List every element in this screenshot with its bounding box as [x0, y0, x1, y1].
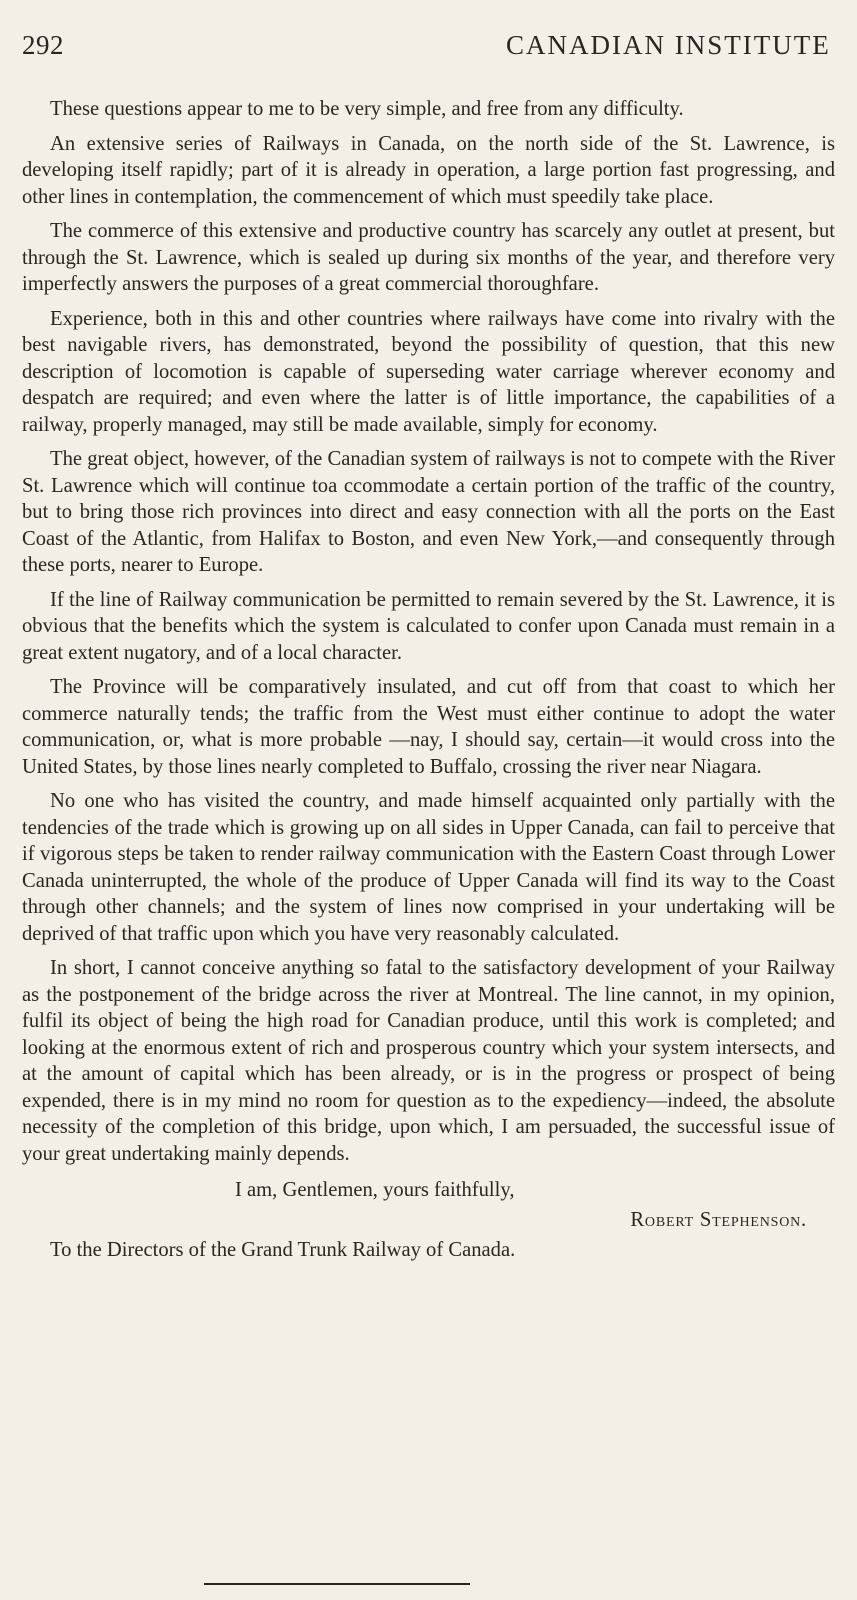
- addressee: To the Directors of the Grand Trunk Railway of Canada.: [50, 1239, 516, 1261]
- section-divider: [204, 1583, 470, 1585]
- signature: Robert Stephenson.: [630, 1209, 807, 1231]
- paragraph: In short, I cannot conceive anything so fatal to the satisfactory development of your Railway as the postponement of the bridge across the river at Montreal. The line cannot, in my opinion, fulfil its object of being the high road for Canadian produce, until this work is completed; and looking at the enormous extent of rich and prosperous country which your system intersects, and at the amount of capital which has been already, or is in the progress or prospect of being expended, there is in my mind no room for question as to the expediency—indeed, the absolute necessity of the completion of this bridge, upon which, I am persuaded, the successful issue of your great undertaking mainly depends.: [22, 957, 835, 1165]
- page-number: 292: [22, 30, 64, 60]
- paragraph: These questions appear to me to be very simple, and free from any difficulty.: [50, 98, 684, 120]
- letter-closing: [22, 1175, 835, 1265]
- paragraph: The Province will be comparatively insulated, and cut off from that coast to which her commerce naturally tends; the traffic from the West must either continue to adopt the water communication, or, what is more probable —nay, I should say, certain—it would cross into the United States, by those lines nearly completed to Buffalo, crossing the river near Niagara.: [22, 676, 835, 778]
- paragraph: An extensive series of Railways in Canada, on the north side of the St. Lawrence, is developing itself rapidly; part of it is already in operation, a large portion fast progressing, and other lines in contemplation, the commencement of which must speedily take place.: [22, 132, 835, 208]
- paragraph: The great object, however, of the Canadian system of railways is not to compete with the River St. Lawrence which will continue toa ccommodate a certain portion of the traffic of the country, but to bring those rich provinces into direct and easy connection with all the ports on the East Coast of the Atlantic, from Halifax to Boston, and even New York,—and consequently through these ports, nearer to Europe.: [22, 448, 835, 576]
- paragraph: If the line of Railway communication be permitted to remain severed by the St. Lawrence, it is obvious that the benefits which the system is calculated to confer upon Canada must remain in a great extent nugatory, and of a local character.: [22, 588, 835, 664]
- letter-body: [22, 96, 835, 1265]
- paragraph: Experience, both in this and other countries where railways have come into rivalry with the best navigable rivers, has demonstrated, beyond the possibility of question, that this new description of locomotion is capable of superseding water carriage wherever economy and despatch are required; and even where the latter is of little importance, the capabilities of a railway, properly managed, may still be made available, simply for economy.: [22, 307, 835, 436]
- valediction: I am, Gentlemen, yours faithfully,: [235, 1179, 515, 1201]
- paragraph: The commerce of this extensive and productive country has scarcely any outlet at present, but through the St. Lawrence, which is sealed up during six months of the year, and therefore very imperfectly answers the purposes of a great commercial thoroughfare.: [22, 220, 835, 295]
- running-title: CANADIAN INSTITUTE: [506, 30, 831, 60]
- paragraph: No one who has visited the country, and made himself acquainted only partially with the tendencies of the trade which is growing up on all sides in Upper Canada, can fail to perceive that if vigorous steps be taken to render railway communication with the Eastern Coast through Lower Canada uninterrupted, the whole of the produce of Upper Canada will find its way to the Coast through other channels; and the system of lines now comprised in your undertaking will be deprived of that traffic upon which you have very reasonably calculated.: [22, 790, 835, 945]
- running-head: [22, 30, 857, 70]
